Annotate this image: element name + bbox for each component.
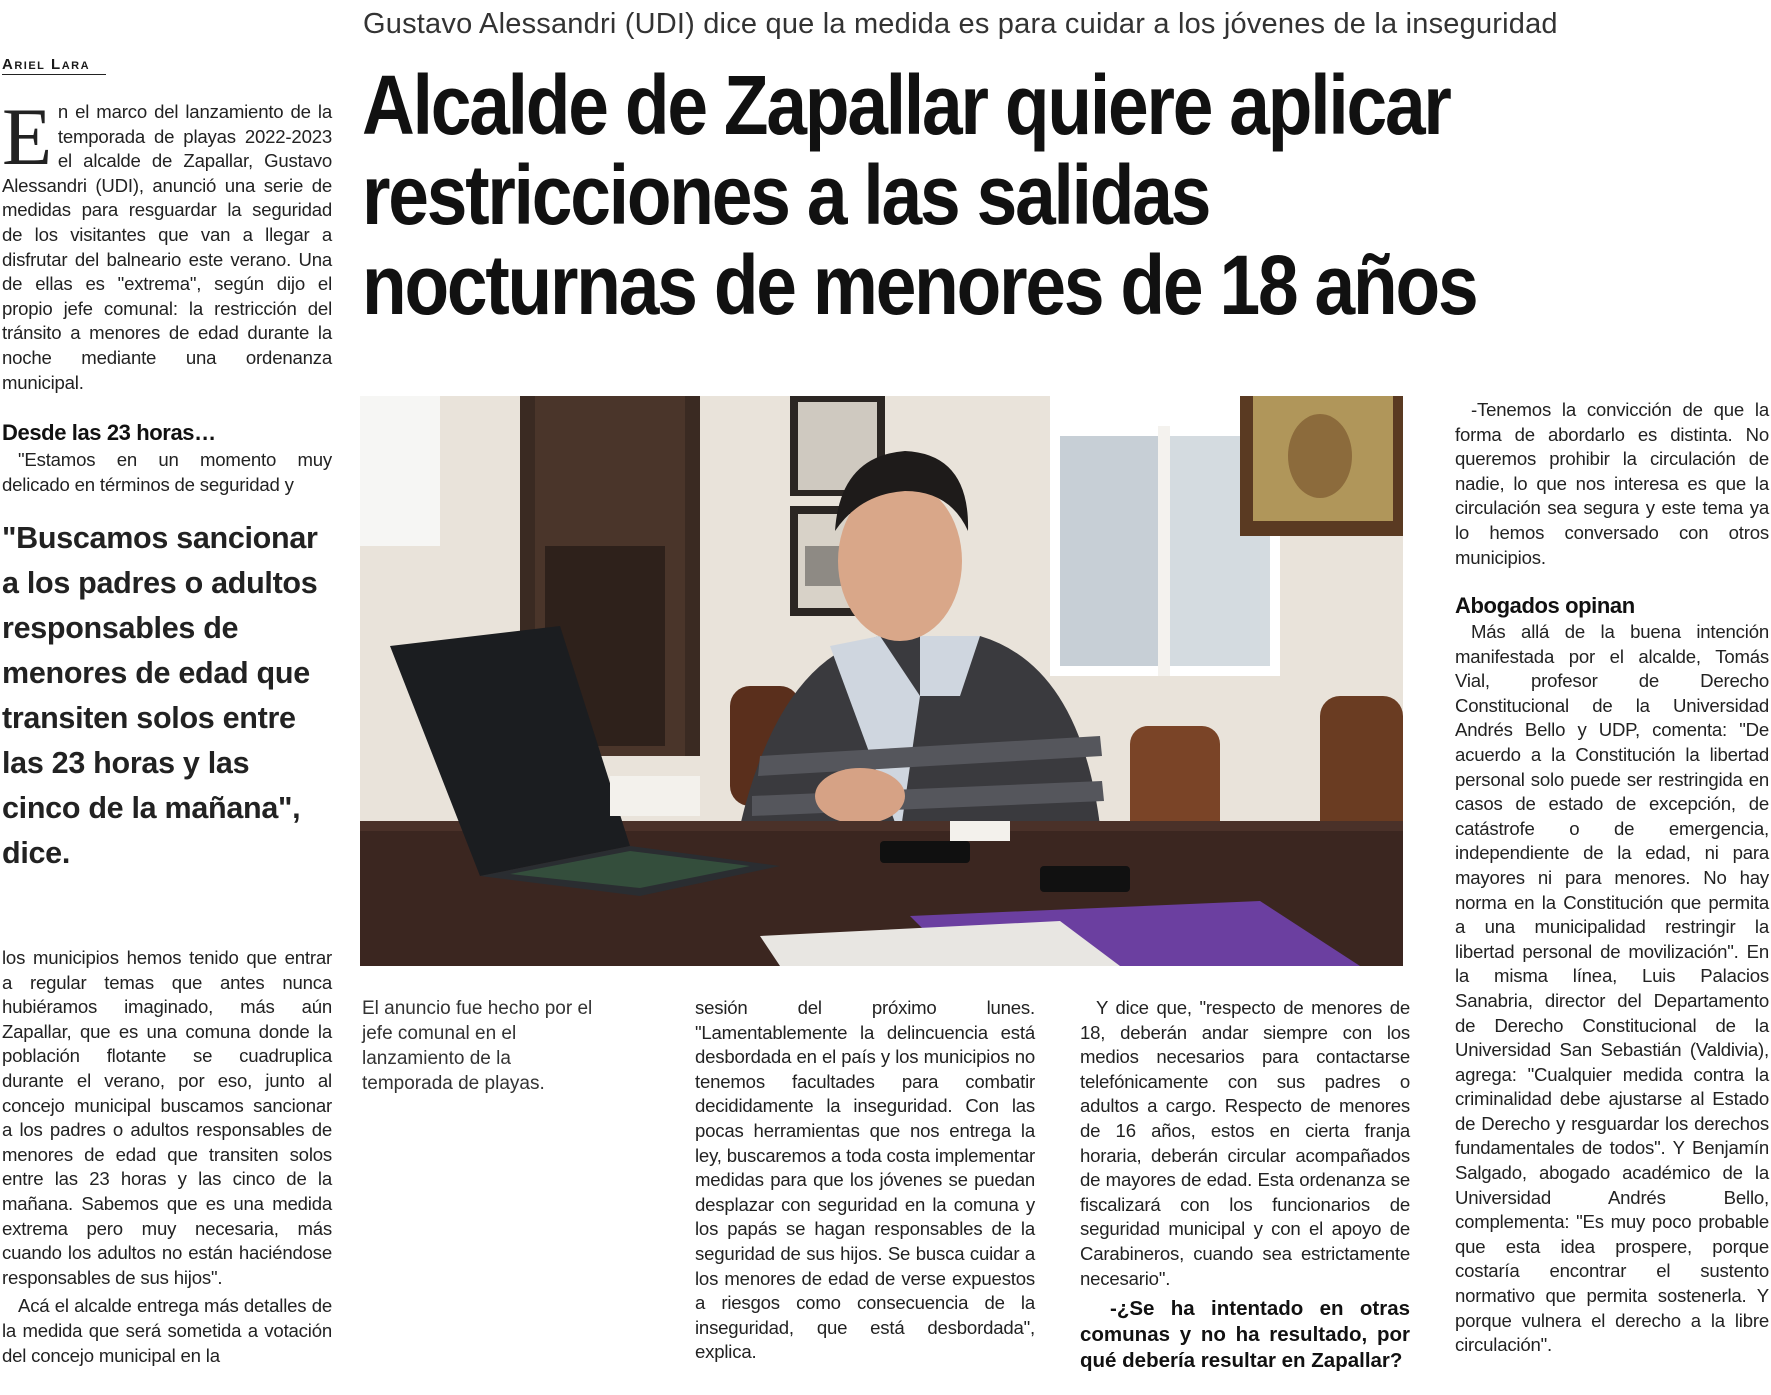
col4-paragraph-2 [1455,620,1769,1358]
pull-quote: "Buscamos sancionar a los padres o adultos responsables de menores de edad que transiten solos entre las 23 horas y las cinco de la mañana", dice. [2,521,318,870]
col1-p3-text: los municipios hemos tenido que entrar a regular temas que antes nunca hubiéramos imaginado, más aún Zapallar, que es una comuna donde la población flotante se cuadruplica durante el verano, por eso, junto al concejo municipal buscamos sancionar a los padres o adultos responsables de menores de edad que transiten solos entre las 23 horas y las cinco de la mañana. Sabemos que es una medida extrema pero muy necesaria, más cuando los adultos no están haciéndose responsables de sus hijos". [2,947,332,1288]
intro-paragraph [2,91,332,395]
col3-p1-text: Y dice que, "respecto de menores de 18, deberán andar siempre con los medios necesarios para contactarse telefónicamente con sus padres o adultos a cargo. Respecto de menores de 16 años, estos en cierta franja horaria, deberán circular acompañados de mayores de edad. Esta ordenanza se fiscalizará con los funcionarios de seguridad municipal y con el apoyo de Carabineros, cuando sea estrictamente necesario". [1080,997,1410,1289]
photo-alcalde-laptop [360,396,1403,966]
photo-caption: El anuncio fue hecho por el jefe comunal en el lanzamiento de la temporada de playas. [362,998,593,1094]
headline-line-1: Alcalde de Zapallar quiere aplicar [362,58,1450,152]
col1-p2-text: "Estamos en un momento muy delicado en términos de seguridad y [2,449,332,495]
headline-line-2: restricciones a las salidas [362,148,1210,242]
headline-line-3: nocturnas de menores de 18 años [362,238,1477,332]
col4-p2-text: Más allá de la buena intención manifestada por el alcalde, Tomás Vial, profesor de Derecho Constitucional de la Universidad Andrés Bello y UDP, comenta: "De acuerdo a la Constitución la libertad personal solo puede ser restringida en casos de estado de excepción, de catástrofe o de emergencia, independiente de la edad, ni para mayores ni para menores. No hay norma en la Constitución que permita a una municipalidad restringir la libertad personal de movilización". En la misma línea, Luis Palacios Sanabria, director del Departamento de Derecho Constitucional de la Universidad San Sebastián (Valdivia), agrega: "Cualquier medida contra la criminalidad debe ajustarse al Estado de Derecho y resguardar los derechos fundamentales de todos". Y Benjamín Salgado, abogado académico de la Universidad Andrés Bello, complementa: "Es muy poco probable que esta idea prospere, porque costaría encontrar el sustento normativo que permita sostenerla. Y porque vulnera el derecho a la libre circulación". [1455,621,1769,1356]
subhead-desde-las-23: Desde las 23 horas… [2,420,216,445]
col2-p1-text: sesión del próximo lunes. "Lamentablemente la delincuencia está desbordada en el país y los municipios no tenemos facultades para combatir decididamente la inseguridad. Con las pocas herramientas que nos entrega la ley, buscaremos a toda costa implementar medidas para que los jóvenes se puedan desplazar con seguridad en la comuna y los papás se hagan responsables de la seguridad de sus hijos. Se busca cuidar a los menores de edad de verse expuestos a riesgos como consecuencia de la inseguridad, que está desbordada", explica. [695,997,1035,1363]
col2-paragraph [695,996,1035,1365]
intro-text: n el marco del lanzamiento de la temporada de playas 2022-2023 el alcalde de Zapallar, Gustavo Alessandri (UDI), anunció una serie de medidas para resguardar la seguridad de los visitantes que van a llegar a disfrutar del balneario este verano. Una de ellas es "extrema", según dijo el propio jefe comunal: la restricción del tránsito a menores de edad durante la noche mediante una ordenanza municipal. [2,101,332,393]
headline [362,60,1762,330]
col3-paragraph [1080,996,1410,1291]
subhead-abogados-opinan: Abogados opinan [1455,593,1635,618]
col1-paragraph-2 [2,448,332,497]
col1-p4-text: Acá el alcalde entrega más detalles de la medida que será sometida a votación del concejo municipal en la [2,1295,332,1366]
drop-cap: E [2,91,52,182]
supertitle: Gustavo Alessandri (UDI) dice que la medida es para cuidar a los jóvenes de la inseguridad [363,8,1558,40]
col1-paragraph-3 [2,946,332,1368]
col4-paragraph-1 [1455,398,1769,570]
byline: Ariel Lara [2,56,106,75]
interview-question: -¿Se ha intentado en otras comunas y no ha resultado, por qué debería resultar en Zapallar? [1080,1297,1410,1372]
col4-p1-text: -Tenemos la convicción de que la forma de abordarlo es distinta. No queremos prohibir la circulación de nadie, lo que nos interesa es que la circulación sea segura y este tema ya lo hemos conversado con otros municipios. [1455,399,1769,568]
photo-illustration [360,396,1403,966]
